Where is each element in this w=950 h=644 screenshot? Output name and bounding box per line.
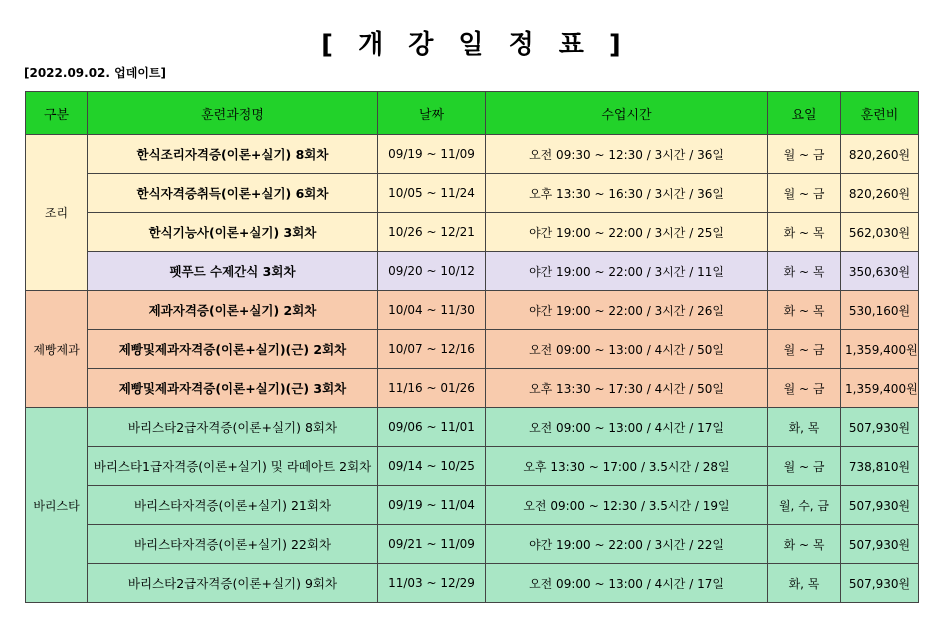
course-fee: 507,930원	[841, 525, 919, 564]
course-time: 야간 19:00 ~ 22:00 / 3시간 / 22일	[486, 525, 768, 564]
course-date: 11/03 ~ 12/29	[378, 564, 486, 603]
category-cooking: 조리	[26, 135, 88, 291]
course-date: 10/26 ~ 12/21	[378, 213, 486, 252]
course-name: 바리스타자격증(이론+실기) 22회차	[88, 525, 378, 564]
table-row	[26, 174, 919, 213]
course-time: 오후 13:30 ~ 16:30 / 3시간 / 36일	[486, 174, 768, 213]
course-days: 월 ~ 금	[768, 330, 841, 369]
course-time: 야간 19:00 ~ 22:00 / 3시간 / 26일	[486, 291, 768, 330]
table-row	[26, 135, 919, 174]
course-name: 제빵및제과자격증(이론+실기)(근) 2회차	[88, 330, 378, 369]
course-date: 09/19 ~ 11/04	[378, 486, 486, 525]
table-row	[26, 525, 919, 564]
category-barista: 바리스타	[26, 408, 88, 603]
course-fee: 507,930원	[841, 564, 919, 603]
course-fee: 1,359,400원	[841, 330, 919, 369]
course-name: 바리스타자격증(이론+실기) 21회차	[88, 486, 378, 525]
course-time: 오전 09:00 ~ 13:00 / 4시간 / 50일	[486, 330, 768, 369]
page-title: [ 개 강 일 정 표 ]	[321, 30, 629, 60]
course-time: 오전 09:30 ~ 12:30 / 3시간 / 36일	[486, 135, 768, 174]
course-time: 오전 09:00 ~ 13:00 / 4시간 / 17일	[486, 564, 768, 603]
course-days: 화 ~ 목	[768, 252, 841, 291]
course-date: 09/14 ~ 10/25	[378, 447, 486, 486]
course-days: 월 ~ 금	[768, 369, 841, 408]
header-fee: 훈련비	[841, 92, 919, 135]
header-time: 수업시간	[486, 92, 768, 135]
course-name: 제과자격증(이론+실기) 2회차	[88, 291, 378, 330]
course-fee: 507,930원	[841, 408, 919, 447]
course-fee: 350,630원	[841, 252, 919, 291]
course-name: 제빵및제과자격증(이론+실기)(근) 3회차	[88, 369, 378, 408]
course-fee: 562,030원	[841, 213, 919, 252]
update-date: [2022.09.02. 업데이트]	[24, 66, 166, 80]
course-date: 09/06 ~ 11/01	[378, 408, 486, 447]
course-date: 09/19 ~ 11/09	[378, 135, 486, 174]
course-days: 화 ~ 목	[768, 525, 841, 564]
course-date: 10/07 ~ 12/16	[378, 330, 486, 369]
course-fee: 507,930원	[841, 486, 919, 525]
course-name: 한식자격증취득(이론+실기) 6회차	[88, 174, 378, 213]
course-fee: 820,260원	[841, 174, 919, 213]
course-days: 월 ~ 금	[768, 174, 841, 213]
table-header-row	[26, 92, 919, 135]
course-name: 한식기능사(이론+실기) 3회차	[88, 213, 378, 252]
course-time: 오후 13:30 ~ 17:00 / 3.5시간 / 28일	[486, 447, 768, 486]
course-days: 월 ~ 금	[768, 135, 841, 174]
table-row	[26, 564, 919, 603]
course-time: 야간 19:00 ~ 22:00 / 3시간 / 11일	[486, 252, 768, 291]
course-name: 바리스타2급자격증(이론+실기) 8회차	[88, 408, 378, 447]
course-name: 펫푸드 수제간식 3회차	[88, 252, 378, 291]
header-days: 요일	[768, 92, 841, 135]
course-time: 오전 09:00 ~ 12:30 / 3.5시간 / 19일	[486, 486, 768, 525]
table-row	[26, 369, 919, 408]
category-bakery: 제빵제과	[26, 291, 88, 408]
course-days: 월 ~ 금	[768, 447, 841, 486]
course-days: 화 ~ 목	[768, 213, 841, 252]
course-time: 오후 13:30 ~ 17:30 / 4시간 / 50일	[486, 369, 768, 408]
course-days: 월, 수, 금	[768, 486, 841, 525]
table-row	[26, 447, 919, 486]
course-name: 한식조리자격증(이론+실기) 8회차	[88, 135, 378, 174]
course-days: 화 ~ 목	[768, 291, 841, 330]
header-date: 날짜	[378, 92, 486, 135]
table-row	[26, 408, 919, 447]
table-row	[26, 486, 919, 525]
course-fee: 820,260원	[841, 135, 919, 174]
course-date: 09/20 ~ 10/12	[378, 252, 486, 291]
course-date: 09/21 ~ 11/09	[378, 525, 486, 564]
table-row	[26, 213, 919, 252]
header-course: 훈련과정명	[88, 92, 378, 135]
course-days: 화, 목	[768, 408, 841, 447]
course-date: 10/05 ~ 11/24	[378, 174, 486, 213]
course-fee: 1,359,400원	[841, 369, 919, 408]
table-row	[26, 330, 919, 369]
course-time: 오전 09:00 ~ 13:00 / 4시간 / 17일	[486, 408, 768, 447]
course-fee: 530,160원	[841, 291, 919, 330]
course-fee: 738,810원	[841, 447, 919, 486]
table-row	[26, 252, 919, 291]
header-category: 구분	[26, 92, 88, 135]
course-name: 바리스타1급자격증(이론+실기) 및 라떼아트 2회차	[88, 447, 378, 486]
course-name: 바리스타2급자격증(이론+실기) 9회차	[88, 564, 378, 603]
schedule-table	[25, 91, 919, 603]
course-days: 화, 목	[768, 564, 841, 603]
table-row	[26, 291, 919, 330]
course-date: 11/16 ~ 01/26	[378, 369, 486, 408]
course-date: 10/04 ~ 11/30	[378, 291, 486, 330]
course-time: 야간 19:00 ~ 22:00 / 3시간 / 25일	[486, 213, 768, 252]
